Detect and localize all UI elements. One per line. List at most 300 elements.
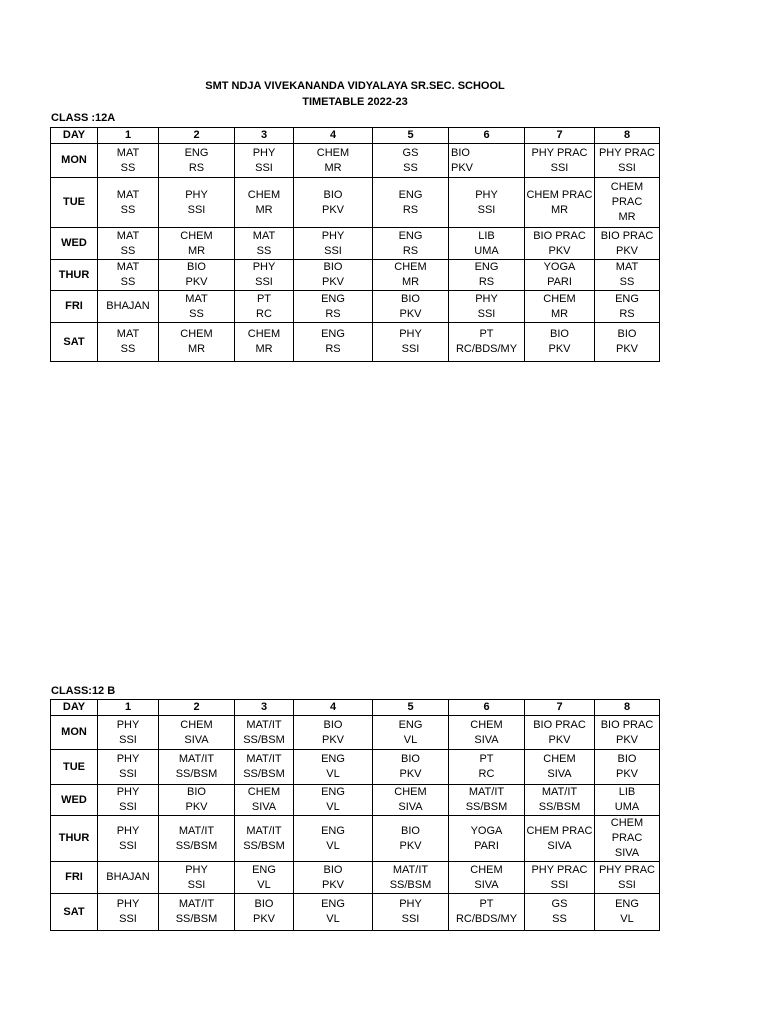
day-cell: SAT [51,894,98,931]
teacher-text: SSI [550,878,569,891]
teacher-text: SIVA [398,801,423,813]
period-cell [449,228,525,260]
period-cell [159,894,235,931]
period-cell [373,260,449,291]
subject-text: MAT/IT [468,786,505,798]
subject-text: MAT/IT [246,753,282,765]
period-cell [294,144,373,178]
period-cell [235,260,294,291]
teacher-text: SSI [477,307,496,320]
teacher-text: PKV [321,276,344,288]
teacher-text: PARI [547,276,572,288]
teacher-text: PRAC [611,196,643,208]
teacher-text: MR [187,343,206,355]
subject-text: BIO [323,863,343,876]
teacher-text: SS [403,161,418,174]
teacher-text: RS [478,276,495,288]
subject-text: CHEM [543,753,576,765]
teacher-text: RS [325,343,341,355]
table-row [51,750,660,785]
subject-text: MAT [116,146,140,159]
subject-text: ENG [398,718,423,731]
day-cell: WED [51,228,98,260]
teacher-text: SSI [119,801,137,813]
teacher-text: SSI [618,161,636,174]
teacher-text: SS/BSM [389,878,432,891]
subject-text: ENG [321,824,345,837]
period-cell [373,785,449,816]
period-cell [373,816,449,862]
teacher-text: PARI [474,839,499,852]
teacher-text: PKV [185,801,208,813]
subject-text: ENG [398,188,423,201]
timetable-12b [50,699,660,931]
period-cell [235,750,294,785]
period-cell [595,228,660,260]
period-cell [98,228,159,260]
subject-text: ENG [474,261,499,273]
period-cell [159,716,235,750]
subject-text: BIO [451,146,470,159]
class-label-12b: CLASS:12 B [51,685,116,697]
teacher-text: SSI [119,733,137,746]
period-cell [373,716,449,750]
subject-text: ENG [615,292,639,305]
period-cell [294,716,373,750]
period-header-3: 3 [235,700,294,716]
period-cell [159,816,235,862]
period-cell [373,178,449,228]
period-header-6: 6 [449,700,525,716]
period-cell [98,785,159,816]
teacher-text: PKV [321,733,344,746]
header-row [51,128,660,144]
teacher-text: MR [550,203,569,216]
subject-text: MAT [116,261,140,273]
period-cell [595,323,660,362]
teacher-text: PKV [185,276,208,288]
period-cell [595,816,660,862]
day-cell: THUR [51,816,98,862]
teacher-text: SIVA [184,733,209,746]
period-cell [294,260,373,291]
day-cell: THUR [51,260,98,291]
teacher-text: SIVA [547,839,572,852]
subject-text: PHY PRAC [598,863,656,876]
teacher-text: UMA [614,801,640,813]
period-cell [159,228,235,260]
subject-text: ENG [321,753,345,765]
table-row [51,785,660,816]
period-cell [373,862,449,894]
period-cell [373,291,449,323]
subject-text: BIO PRAC [600,718,654,731]
teacher-text: SS/BSM [243,733,285,746]
teacher-text: VL [326,913,340,925]
teacher-text: SSI [187,203,206,216]
table-row [51,323,660,362]
teacher-text: SS [189,307,204,320]
period-cell [595,785,660,816]
teacher-text: SSI [187,878,206,891]
teacher-text: SS [120,161,136,174]
period-header-7: 7 [525,700,595,716]
teacher-text: RC/BDS/MY [455,343,518,355]
teacher-text: PKV [548,733,571,746]
teacher-text: PKV [399,839,422,852]
teacher-text: RS [619,307,635,320]
teacher-text: SSI [119,768,137,780]
teacher-text: RC/BDS/MY [455,913,518,925]
period-cell [294,862,373,894]
subject-text: ENG [615,898,639,910]
subject-text: MAT [116,328,140,340]
teacher-text: SS [120,343,136,355]
subject-text: ENG [321,328,345,340]
period-cell [525,716,595,750]
subject-text: PHY [116,786,140,798]
teacher-text: VL [326,801,340,813]
teacher-text: SIVA [474,878,499,891]
subject-text: PHY [185,863,208,876]
period-cell [294,894,373,931]
period-cell [235,228,294,260]
period-cell [595,894,660,931]
subject-text: BIO [187,261,206,273]
day-cell: SAT [51,323,98,362]
header-row [51,700,660,716]
period-cell [98,144,159,178]
subject-text: MAT [185,292,208,305]
period-cell [159,750,235,785]
subject-text: LIB [618,786,636,798]
period-cell [294,291,373,323]
subject-text: CHEM [180,718,213,731]
teacher-text: MR [255,203,273,216]
subject-text: MAT [116,229,140,242]
period-cell [373,750,449,785]
subject-text: PHY [252,146,276,159]
period-cell [449,144,525,178]
teacher-text: PKV [252,913,275,925]
subject-text: PHY [116,718,140,731]
teacher-text: SS/BSM [243,839,285,852]
subject-text: PHY [399,898,422,910]
teacher-text: SIVA [251,801,277,813]
period-header-6: 6 [449,128,525,144]
day-cell: FRI [51,862,98,894]
subject-text: MAT/IT [178,898,215,910]
subject-text: BIO [617,753,637,765]
subject-text: PHY [475,188,498,201]
period-cell [595,716,660,750]
class-label-12a: CLASS :12A [51,112,116,124]
subject-text: CHEM [247,328,281,340]
period-cell [98,260,159,291]
subject-text: ENG [321,898,345,910]
table-row [51,228,660,260]
period-header-5: 5 [373,700,449,716]
period-cell [235,144,294,178]
subject-text: BIO PRAC [533,718,586,731]
subject-text: CHEM [610,181,644,193]
period-cell [159,323,235,362]
period-cell [235,862,294,894]
subject-text: LIB [478,229,495,242]
period-cell [294,816,373,862]
period-cell [98,716,159,750]
period-cell [449,716,525,750]
subject-text: PHY [252,261,276,273]
subject-text: MAT [252,229,276,242]
teacher-text: PKV [615,343,638,355]
teacher-text: SIVA [547,768,572,780]
period-cell [525,144,595,178]
teacher-text: UMA [474,244,499,257]
teacher-text: MR [255,343,273,355]
period-cell [294,228,373,260]
subject-text: MAT/IT [246,824,282,837]
subject-text: GS [551,898,568,910]
day-cell: TUE [51,178,98,228]
period-cell [294,323,373,362]
subject-text: CHEM [394,786,427,798]
subject-text: BIO PRAC [533,229,586,242]
teacher-text: VL [620,913,634,925]
period-cell [235,894,294,931]
period-cell [525,228,595,260]
subject-text: MAT/IT [541,786,578,798]
subject-text: BHAJAN [106,871,150,883]
subject-text: CHEM PRAC [526,824,593,837]
subject-text: BIO PRAC [600,229,654,242]
subject-text: PHY PRAC [598,146,656,159]
subject-text: PHY [116,824,140,837]
day-cell: TUE [51,750,98,785]
subject-text: CHEM [610,817,644,829]
teacher-text: SSI [324,244,342,257]
teacher-text: SIVA [614,847,640,859]
teacher-text: PKV [399,307,422,320]
subject-text: YOGA [543,261,576,273]
table-row [51,291,660,323]
teacher-text: MR [401,276,420,288]
teacher-text: RC [256,307,272,320]
period-cell [449,816,525,862]
subject-text: BIO [323,261,343,273]
subject-text: ENG [252,863,276,876]
period-cell [235,716,294,750]
teacher-text: PKV [321,203,344,216]
period-cell [595,291,660,323]
subject-text: BIO [401,292,420,305]
period-cell [525,894,595,931]
period-cell [525,323,595,362]
teacher-text: PKV [615,733,638,746]
period-cell [373,228,449,260]
period-cell [449,260,525,291]
subject-text: MAT/IT [178,753,215,765]
period-cell [449,323,525,362]
period-cell [525,260,595,291]
teacher-text: SS/BSM [175,839,218,852]
teacher-text: SSI [255,161,273,174]
teacher-text: SS/BSM [465,801,508,813]
timetable-title: TIMETABLE 2022-23 [302,96,408,108]
day-cell: MON [51,716,98,750]
period-header-8: 8 [595,128,660,144]
subject-text: CHEM PRAC [526,188,593,201]
teacher-text: SS [256,244,272,257]
teacher-text: RS [402,203,419,216]
subject-text: PHY [321,229,345,242]
teacher-text: VL [326,839,340,852]
period-cell [595,144,660,178]
period-cell [98,291,159,323]
period-cell [373,144,449,178]
period-cell [98,816,159,862]
subject-text: CHEM [543,292,576,305]
teacher-text: SSI [477,203,496,216]
subject-text: PHY [116,898,140,910]
period-header-7: 7 [525,128,595,144]
teacher-text: MR [187,244,206,257]
subject-text: PHY [475,292,498,305]
subject-text: PHY [399,328,422,340]
teacher-text: PKV [548,343,571,355]
day-header: DAY [51,700,98,716]
subject-text: MAT/IT [392,863,429,876]
subject-text: ENG [321,292,345,305]
teacher-text: VL [257,878,271,891]
table-row [51,816,660,862]
subject-text: CHEM [180,229,213,242]
period-cell [525,785,595,816]
teacher-text: SS/BSM [175,913,218,925]
period-cell [98,178,159,228]
subject-text: CHEM [247,188,281,201]
subject-text: PT [256,292,272,305]
teacher-text: PRAC [611,832,643,844]
teacher-text: RS [188,161,205,174]
period-cell [449,785,525,816]
period-cell [595,260,660,291]
subject-text: BIO [254,898,274,910]
teacher-text: PKV [615,244,638,257]
day-cell: WED [51,785,98,816]
table-row [51,144,660,178]
period-cell [449,291,525,323]
teacher-text: SSI [119,839,137,852]
day-cell: MON [51,144,98,178]
period-cell [525,862,595,894]
table-row [51,862,660,894]
period-cell [235,291,294,323]
subject-text: BIO [550,328,569,340]
subject-text: ENG [398,229,423,242]
period-header-1: 1 [98,700,159,716]
teacher-text: SS/BSM [538,801,581,813]
subject-text: CHEM [470,718,503,731]
teacher-text: SSI [618,878,636,891]
period-cell [525,291,595,323]
period-cell [235,816,294,862]
period-header-2: 2 [159,700,235,716]
teacher-text: SS/BSM [243,768,285,780]
teacher-text: SS [552,913,567,925]
subject-text: CHEM [316,146,350,159]
table-row [51,260,660,291]
subject-text: BIO [323,718,343,731]
period-header-3: 3 [235,128,294,144]
period-cell [525,816,595,862]
table-row [51,716,660,750]
period-cell [449,894,525,931]
teacher-text: VL [403,733,418,746]
teacher-text: RS [325,307,341,320]
period-cell [294,750,373,785]
subject-text: GS [402,146,419,159]
teacher-text: RS [402,244,419,257]
period-cell [235,178,294,228]
period-cell [294,178,373,228]
period-cell [595,178,660,228]
teacher-text: MR [324,161,342,174]
teacher-text: PKV [399,768,422,780]
subject-text: CHEM [247,786,281,798]
subject-text: MAT [116,188,140,201]
period-cell [373,323,449,362]
period-header-1: 1 [98,128,159,144]
teacher-text: PKV [548,244,571,257]
day-header: DAY [51,128,98,144]
teacher-text: SSI [119,913,137,925]
subject-text: PT [479,898,494,910]
subject-text: BIO [187,786,206,798]
period-cell [235,785,294,816]
subject-text: MAT/IT [246,718,282,731]
period-cell [159,785,235,816]
period-cell [159,178,235,228]
period-cell [449,750,525,785]
period-header-4: 4 [294,128,373,144]
period-cell [159,862,235,894]
period-header-4: 4 [294,700,373,716]
period-cell [98,750,159,785]
period-cell [525,750,595,785]
teacher-text: PKV [615,768,638,780]
subject-text: CHEM [470,863,503,876]
subject-text: PHY [185,188,208,201]
subject-text: BHAJAN [106,300,150,312]
period-cell [159,291,235,323]
subject-text: BIO [323,188,343,201]
subject-text: BIO [401,824,420,837]
subject-text: PT [479,328,494,340]
subject-text: PHY PRAC [531,863,588,876]
period-cell [294,785,373,816]
school-name: SMT NDJA VIVEKANANDA VIDYALAYA SR.SEC. SCHOOL [205,80,505,92]
period-cell [373,894,449,931]
subject-text: MAT [615,261,639,273]
subject-text: PHY [116,753,140,765]
period-cell [98,894,159,931]
subject-text: PT [479,753,494,765]
teacher-text: PKV [321,878,344,891]
teacher-text: SS [619,276,635,288]
period-cell [159,260,235,291]
subject-text: ENG [321,786,345,798]
